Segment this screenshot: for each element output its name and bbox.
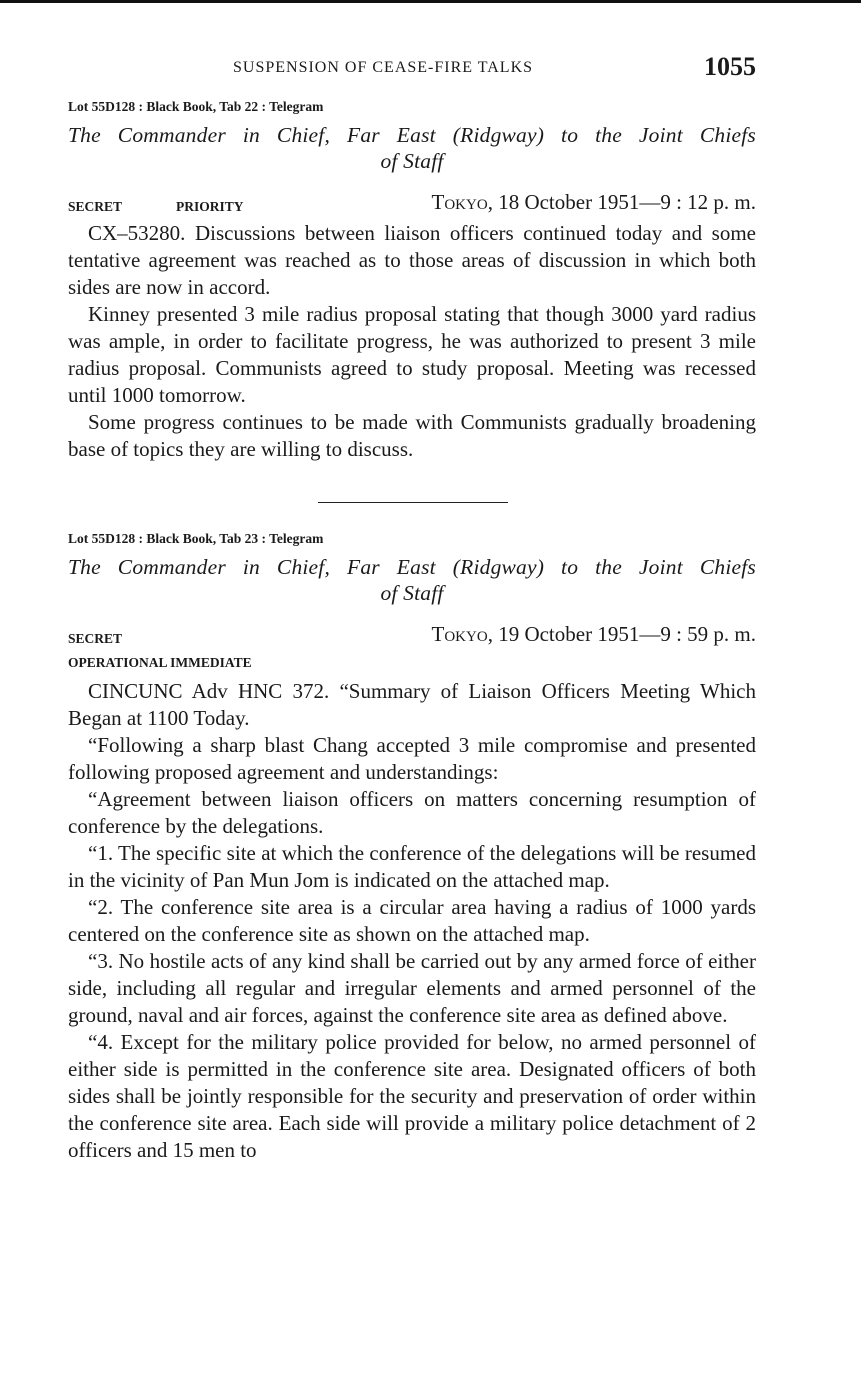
document-heading — [68, 554, 756, 606]
section-divider — [318, 502, 508, 503]
date: , 18 October 1951—9 : 12 p. m. — [487, 190, 756, 214]
classification: SECRET — [68, 631, 123, 646]
heading-line-2: of Staff — [380, 149, 444, 173]
running-head — [68, 52, 756, 86]
heading-line-1: The Commander in Chief, Far East (Ridgway) to the Joint Chiefs — [68, 123, 756, 147]
source-note: Lot 55D128 : Black Book, Tab 22 : Telegram — [68, 99, 324, 114]
paragraph: CX–53280. Discussions between liaison officers continued today and some tentative agreement was reached as to those areas of discussion in which both sides are now in accord. — [68, 221, 756, 299]
heading-line-1: The Commander in Chief, Far East (Ridgway) to the Joint Chiefs — [68, 555, 756, 579]
body — [68, 678, 756, 1164]
place: Tokyo — [431, 622, 488, 646]
document-2 — [68, 530, 756, 1164]
classification: SECRET — [68, 199, 123, 214]
date: , 19 October 1951—9 : 59 p. m. — [487, 622, 756, 646]
page-number: 1055 — [704, 52, 756, 81]
running-head-title: SUSPENSION OF CEASE-FIRE TALKS — [233, 59, 534, 76]
document-1 — [68, 98, 756, 463]
place-date — [432, 190, 756, 215]
place-date — [432, 622, 756, 647]
paragraph: CINCUNC Adv HNC 372. “Summary of Liaison Officers Meeting Which Began at 1100 Today. — [68, 679, 756, 730]
top-border — [0, 0, 861, 3]
body — [68, 220, 756, 463]
paragraph: “4. Except for the military police provided for below, no armed personnel of either side is permitted in the conference site area. Designated officers of both sides shall be jointly responsible for the security and preservation of order within the conference site area. Each side will provide a military police detachment of 2 officers and 15 men to — [68, 1030, 756, 1162]
paragraph: “Following a sharp blast Chang accepted 3 mile compromise and presented following proposed agreement and understandings: — [68, 733, 756, 784]
source-note: Lot 55D128 : Black Book, Tab 23 : Telegram — [68, 531, 324, 546]
priority: OPERATIONAL IMMEDIATE — [68, 655, 252, 670]
document-heading — [68, 122, 756, 174]
paragraph: “3. No hostile acts of any kind shall be carried out by any armed force of either side, including all regular and irregular elements and armed personnel of the ground, naval and air forces, against the conference site area as defined above. — [68, 949, 756, 1027]
place: Tokyo — [431, 190, 488, 214]
paragraph: Kinney presented 3 mile radius proposal stating that though 3000 yard radius was ample, in order to facilitate progress, he was authorized to present 3 mile radius proposal. Communists agreed to study proposal. Meeting was recessed until 1000 tomorrow. — [68, 302, 756, 407]
heading-line-2: of Staff — [380, 581, 444, 605]
paragraph: “1. The specific site at which the conference of the delegations will be resumed in the vicinity of Pan Mun Jom is indicated on the attached map. — [68, 841, 756, 892]
priority: PRIORITY — [176, 199, 244, 214]
paragraph: “2. The conference site area is a circular area having a radius of 1000 yards centered on the conference site as shown on the attached map. — [68, 895, 756, 946]
paragraph: “Agreement between liaison officers on matters concerning resumption of conference by the delegations. — [68, 787, 756, 838]
dateline — [68, 190, 756, 220]
paragraph: Some progress continues to be made with Communists gradually broadening base of topics they are willing to discuss. — [68, 410, 756, 461]
dateline — [68, 622, 756, 652]
